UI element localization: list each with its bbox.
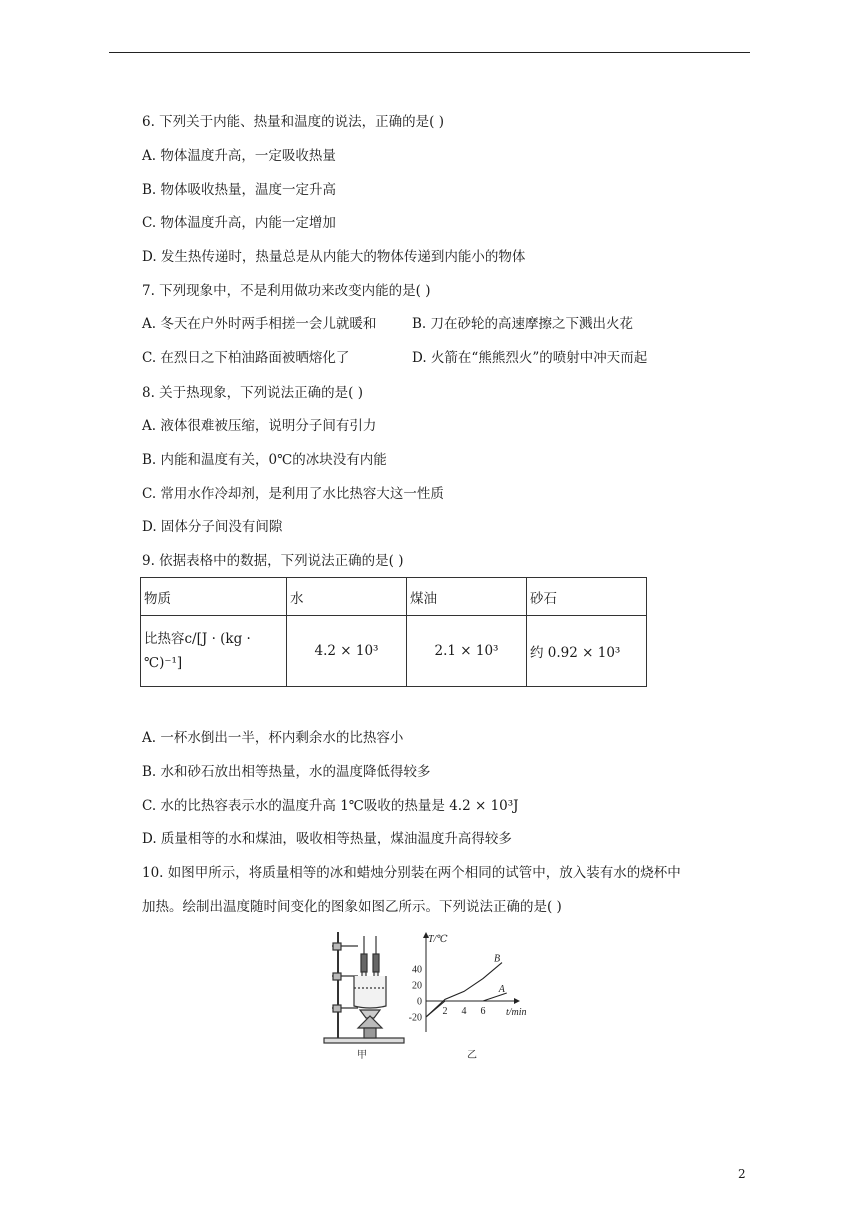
table-header-cell: 砂石	[527, 578, 647, 616]
q9-option-b: B. 水和砂石放出相等热量，水的温度降低得较多	[142, 764, 431, 780]
q8-option-b: B. 内能和温度有关，0℃的冰块没有内能	[142, 452, 387, 468]
y-tick-label: 0	[417, 996, 422, 1008]
q9-option-a: A. 一杯水倒出一半，杯内剩余水的比热容小	[142, 730, 404, 746]
table-row	[141, 616, 647, 687]
q10-stem-line1: 10. 如图甲所示，将质量相等的冰和蜡烛分别装在两个相同的试管中，放入装有水的烧杯中	[142, 865, 681, 881]
q9-option-d: D. 质量相等的水和煤油，吸收相等热量，煤油温度升高得较多	[142, 831, 512, 847]
y-tick-label: -20	[408, 1012, 422, 1024]
series-label-a: A	[498, 984, 505, 995]
row-label-line2: ℃)⁻¹]	[144, 655, 183, 671]
temperature-time-chart	[368, 928, 548, 1060]
chart-x-axis-arrow	[514, 998, 520, 1004]
table-cell-water: 4.2 × 10³	[287, 616, 407, 687]
q7-option-b: B. 刀在砂轮的高速摩擦之下溅出火花	[412, 316, 634, 332]
q10-stem-line2: 加热。绘制出温度随时间变化的图象如图乙所示。下列说法正确的是( )	[142, 899, 562, 915]
q7-stem: 7. 下列现象中，不是利用做功来改变内能的是( )	[142, 283, 431, 299]
table-header-cell: 物质	[141, 578, 287, 616]
q6-option-a: A. 物体温度升高，一定吸收热量	[142, 148, 336, 164]
table-header-cell: 水	[287, 578, 407, 616]
q8-stem: 8. 关于热现象，下列说法正确的是( )	[142, 385, 363, 401]
specific-heat-table	[140, 577, 647, 687]
chart-xlabel: t/min	[506, 1007, 527, 1018]
page-number: 2	[738, 1167, 746, 1181]
table-cell-sand: 约 0.92 × 10³	[527, 616, 647, 687]
table-header-cell: 煤油	[407, 578, 527, 616]
x-tick-label: 6	[480, 1006, 486, 1017]
chart-ylabel: T/℃	[428, 934, 448, 945]
x-tick-label: 4	[461, 1006, 467, 1017]
q6-option-c: C. 物体温度升高，内能一定增加	[142, 215, 336, 231]
table-cell-kerosene: 2.1 × 10³	[407, 616, 527, 687]
y-tick-label: 40	[412, 964, 422, 976]
q9-option-c: C. 水的比热容表示水的温度升高 1℃吸收的热量是 4.2 × 10³J	[142, 798, 519, 814]
q7-option-c: C. 在烈日之下柏油路面被晒熔化了	[142, 350, 350, 366]
q8-option-c: C. 常用水作冷却剂，是利用了水比热容大这一性质	[142, 486, 444, 502]
q8-option-a: A. 液体很难被压缩，说明分子间有引力	[142, 418, 377, 434]
row-label-line1: 比热容c/[J · (kg ·	[144, 631, 251, 647]
q7-option-a: A. 冬天在户外时两手相搓一会儿就暖和	[142, 316, 377, 332]
header-rule	[109, 52, 750, 53]
table-header-row	[141, 578, 647, 616]
series-label-b: B	[494, 953, 501, 965]
q6-stem: 6. 下列关于内能、热量和温度的说法，正确的是( )	[142, 114, 444, 130]
q6-option-d: D. 发生热传递时，热量总是从内能大的物体传递到内能小的物体	[142, 249, 526, 265]
y-tick-label: 20	[412, 980, 422, 992]
q6-option-b: B. 物体吸收热量，温度一定升高	[142, 182, 337, 198]
figure-jia-label: 甲	[357, 1050, 367, 1060]
x-tick-label: 2	[442, 1006, 448, 1017]
figure-yi-label: 乙	[467, 1050, 477, 1060]
q9-stem: 9. 依据表格中的数据，下列说法正确的是( )	[142, 553, 404, 569]
table-row-label	[141, 616, 287, 687]
q8-option-d: D. 固体分子间没有间隙	[142, 519, 283, 535]
q7-option-d: D. 火箭在“熊熊烈火”的喷射中冲天而起	[412, 350, 648, 366]
